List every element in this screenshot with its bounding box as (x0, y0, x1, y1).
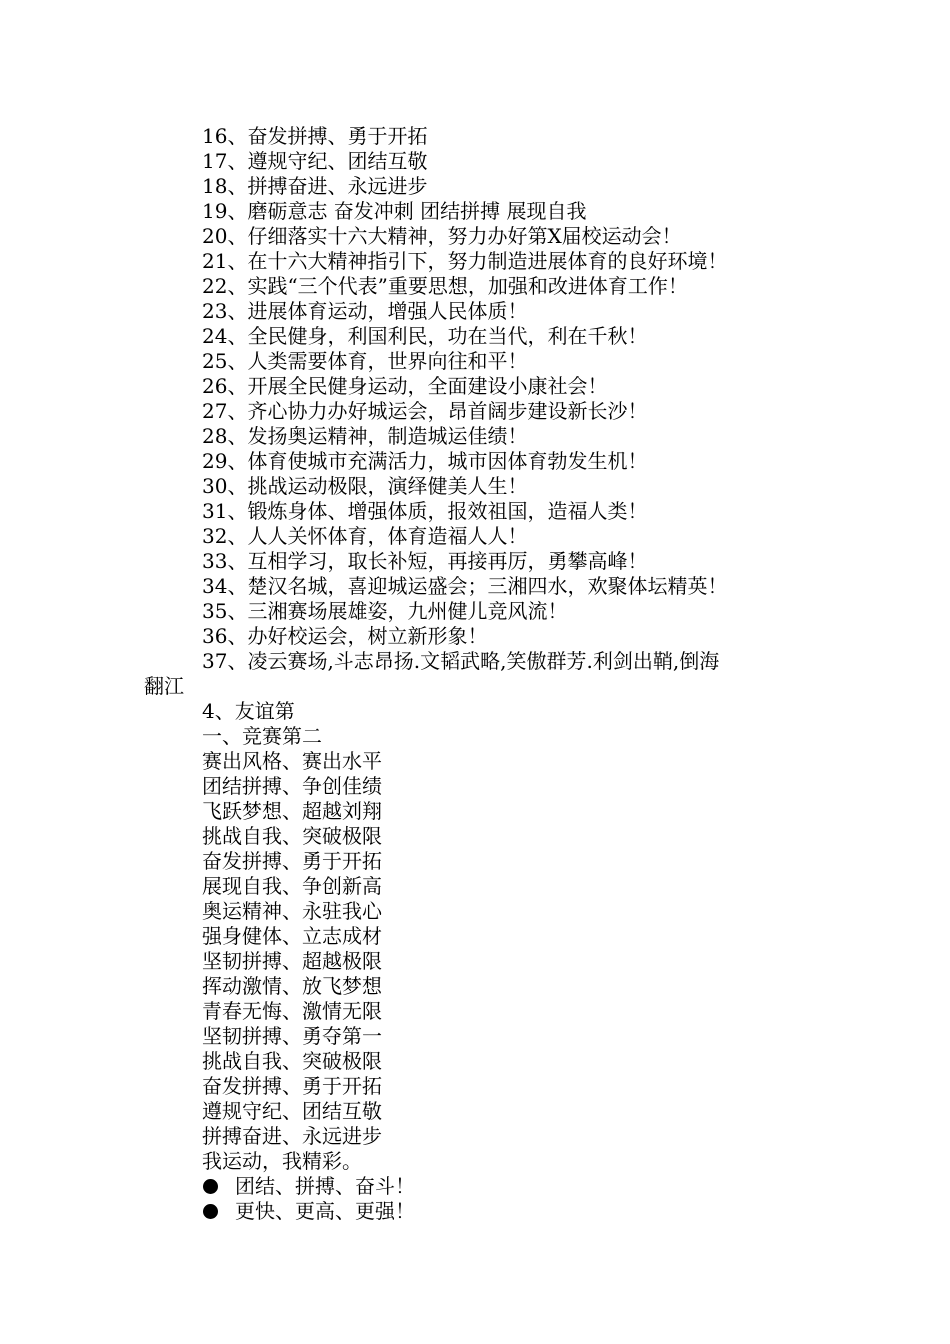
slogan-line: 35、三湘赛场展雄姿，九州健儿竞风流！ (202, 599, 568, 623)
slogan-line: 16、奋发拼搏、勇于开拓 (202, 124, 428, 148)
slogan-line: 17、遵规守纪、团结互敬 (202, 149, 428, 173)
slogan-line: 21、在十六大精神指引下，努力制造进展体育的良好环境！ (202, 249, 728, 273)
slogan-line: 31、锻炼身体、增强体质，报效祖国，造福人类！ (202, 499, 648, 523)
slogan-line: 挑战自我、突破极限 (202, 1049, 382, 1073)
bullet-item (202, 1174, 842, 1199)
slogan-line: 展现自我、争创新高 (202, 874, 382, 898)
slogan-line: 坚韧拼搏、超越极限 (202, 949, 382, 973)
slogan-line: 18、拼搏奋进、永远进步 (202, 174, 428, 198)
slogan-line: 24、全民健身，利国利民，功在当代，利在千秋！ (202, 324, 648, 348)
slogan-line: 强身健体、立志成材 (202, 924, 382, 948)
plain-slogans (202, 699, 842, 1174)
slogan-line: 32、人人关怀体育，体育造福人人！ (202, 524, 528, 548)
slogan-line: 青春无悔、激情无限 (202, 999, 382, 1023)
slogan-line: 22、实践“三个代表”重要思想，加强和改进体育工作！ (202, 274, 688, 298)
slogan-line: 奥运精神、永驻我心 (202, 899, 382, 923)
slogan-line: 拼搏奋进、永远进步 (202, 1124, 382, 1148)
slogan-line: 飞跃梦想、超越刘翔 (202, 799, 382, 823)
slogan-line: 挑战自我、突破极限 (202, 824, 382, 848)
bullet-item (202, 1199, 842, 1224)
slogan-line: 28、发扬奥运精神，制造城运佳绩！ (202, 424, 528, 448)
slogan-line: 23、进展体育运动，增强人民体质！ (202, 299, 528, 323)
bullet-dot-icon (203, 1179, 218, 1194)
slogan-37-line1: 37、凌云赛场,斗志昂扬.文韬武略,笑傲群芳.利剑出鞘,倒海 (202, 649, 720, 673)
slogan-line: 30、挑战运动极限，演绎健美人生！ (202, 474, 528, 498)
slogan-line: 奋发拼搏、勇于开拓 (202, 1074, 382, 1098)
slogan-line: 36、办好校运会，树立新形象！ (202, 624, 488, 648)
slogan-line: 33、互相学习，取长补短，再接再厉，勇攀高峰！ (202, 549, 648, 573)
slogan-line: 一、竞赛第二 (202, 724, 322, 748)
slogan-line: 赛出风格、赛出水平 (202, 749, 382, 773)
numbered-slogans (202, 124, 842, 649)
slogan-line: 坚韧拼搏、勇夺第一 (202, 1024, 382, 1048)
slogan-line: 挥动激情、放飞梦想 (202, 974, 382, 998)
slogan-line: 我运动，我精彩。 (202, 1149, 362, 1173)
slogan-line: 19、磨砺意志 奋发冲刺 团结拼搏 展现自我 (202, 199, 587, 223)
slogan-line: 27、齐心协力办好城运会，昂首阔步建设新长沙！ (202, 399, 648, 423)
bullet-text: 更快、更高、更强！ (235, 1199, 415, 1223)
slogan-line: 25、人类需要体育，世界向往和平！ (202, 349, 528, 373)
slogan-line: 4、友谊第 (202, 699, 295, 723)
slogan-line: 奋发拼搏、勇于开拓 (202, 849, 382, 873)
slogan-line: 20、仔细落实十六大精神，努力办好第X届校运动会！ (202, 224, 682, 248)
slogan-37-line2: 翻江 (144, 674, 184, 698)
slogan-line: 团结拼搏、争创佳绩 (202, 774, 382, 798)
bullet-text: 团结、拼搏、奋斗！ (235, 1174, 415, 1198)
slogan-list (144, 124, 842, 1224)
slogan-line: 29、体育使城市充满活力，城市因体育勃发生机！ (202, 449, 648, 473)
bullet-list (202, 1174, 842, 1224)
bullet-dot-icon (203, 1204, 218, 1219)
slogan-line: 遵规守纪、团结互敬 (202, 1099, 382, 1123)
slogan-line: 34、楚汉名城，喜迎城运盛会；三湘四水，欢聚体坛精英！ (202, 574, 728, 598)
slogan-line: 26、开展全民健身运动，全面建设小康社会！ (202, 374, 608, 398)
